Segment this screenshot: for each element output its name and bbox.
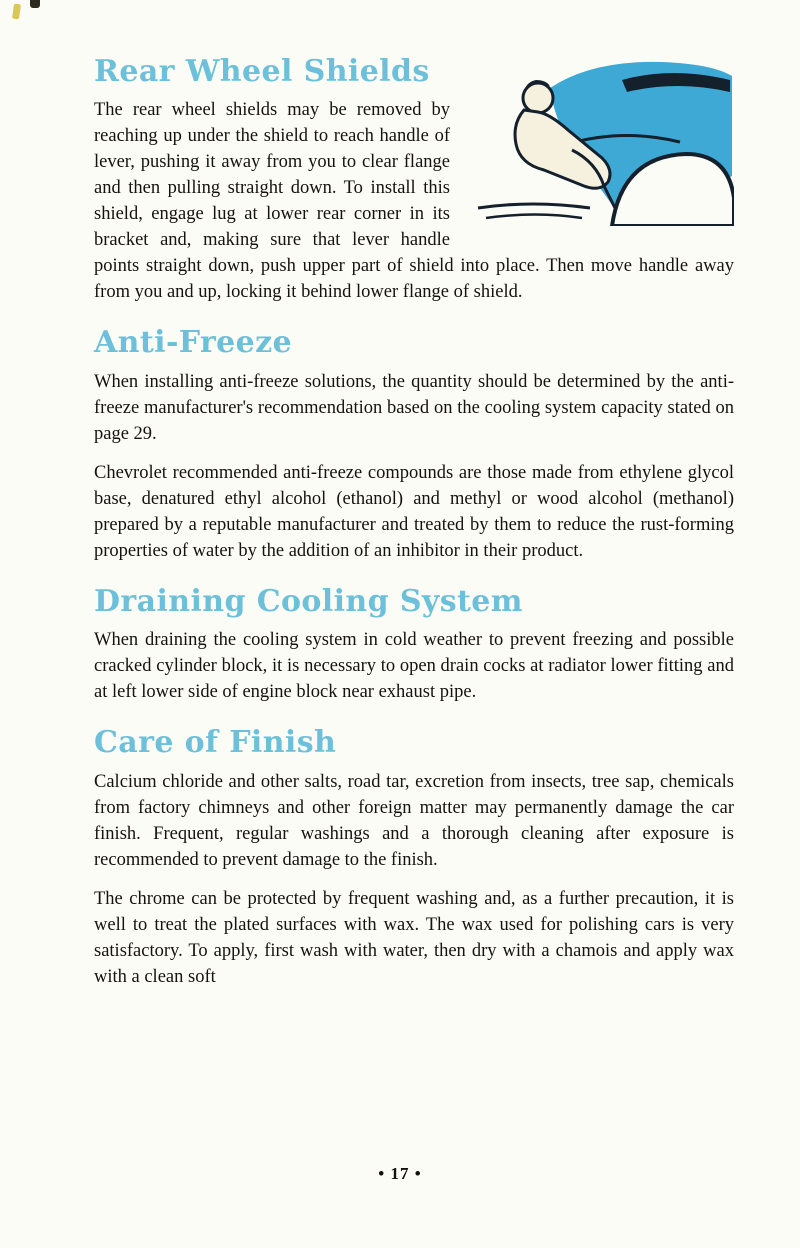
rear-wheel-shield-illustration [472, 58, 734, 226]
section-heading-draining-cooling-system: Draining Cooling System [94, 583, 523, 619]
paragraph-care-of-finish-2: The chrome can be protected by frequent washing and, as a further precaution, it is well to treat the plated surfaces with wax. The wax used for polishing cars is very satisfactory. To apply, first wash with water, then dry with a chamois and apply wax with a clean soft [94, 888, 734, 987]
section-heading-anti-freeze: Anti-Freeze [94, 325, 293, 361]
paragraph-draining-cooling-system-1: When draining the cooling system in cold weather to prevent freezing and possible cracked cylinder block, it is necessary to open drain cocks at radiator lower fitting and at left lower side of engine block near exhaust pipe. [94, 630, 734, 703]
scan-artifact-dark-mark [30, 0, 40, 8]
section-heading-care-of-finish: Care of Finish [94, 725, 337, 761]
paragraph-anti-freeze-1: When installing anti-freeze solutions, the quantity should be determined by the anti-freeze manufacturer's recommendation based on the cooling system capacity stated on page 29. [94, 371, 734, 444]
paragraph-care-of-finish-1: Calcium chloride and other salts, road tar, excretion from insects, tree sap, chemicals from factory chimneys and other foreign matter may permanently damage the car finish. Frequent, regular washings and a thorough cleaning after exposure is recommended to prevent damage to the finish. [94, 771, 734, 870]
paragraph-anti-freeze-2: Chevrolet recommended anti-freeze compounds are those made from ethylene glycol base, denatured ethyl alcohol (ethanol) and methyl or wood alcohol (methanol) prepared by a reputable manufacturer and treated by them to reduce the rust-forming properties of water by the addition of an inhibitor in their product. [94, 462, 734, 561]
section-heading-rear-wheel-shields: Rear Wheel Shields [94, 54, 430, 89]
page-number: • 17 • [378, 1164, 422, 1183]
car-illustration-svg [472, 58, 734, 226]
paragraph-rear-wheel-shields-1: The rear wheel shields may be removed by reaching up under the shield to reach handle of lever, pushing it away from you to clear flange and then pulling straight down. To install this shield, engage lug at lower rear corner in its bracket and, making sure that lever handle points straight down, push upper part of shield into place. Then move handle away from you and up, locking it behind lower flange of shield. [94, 100, 734, 303]
